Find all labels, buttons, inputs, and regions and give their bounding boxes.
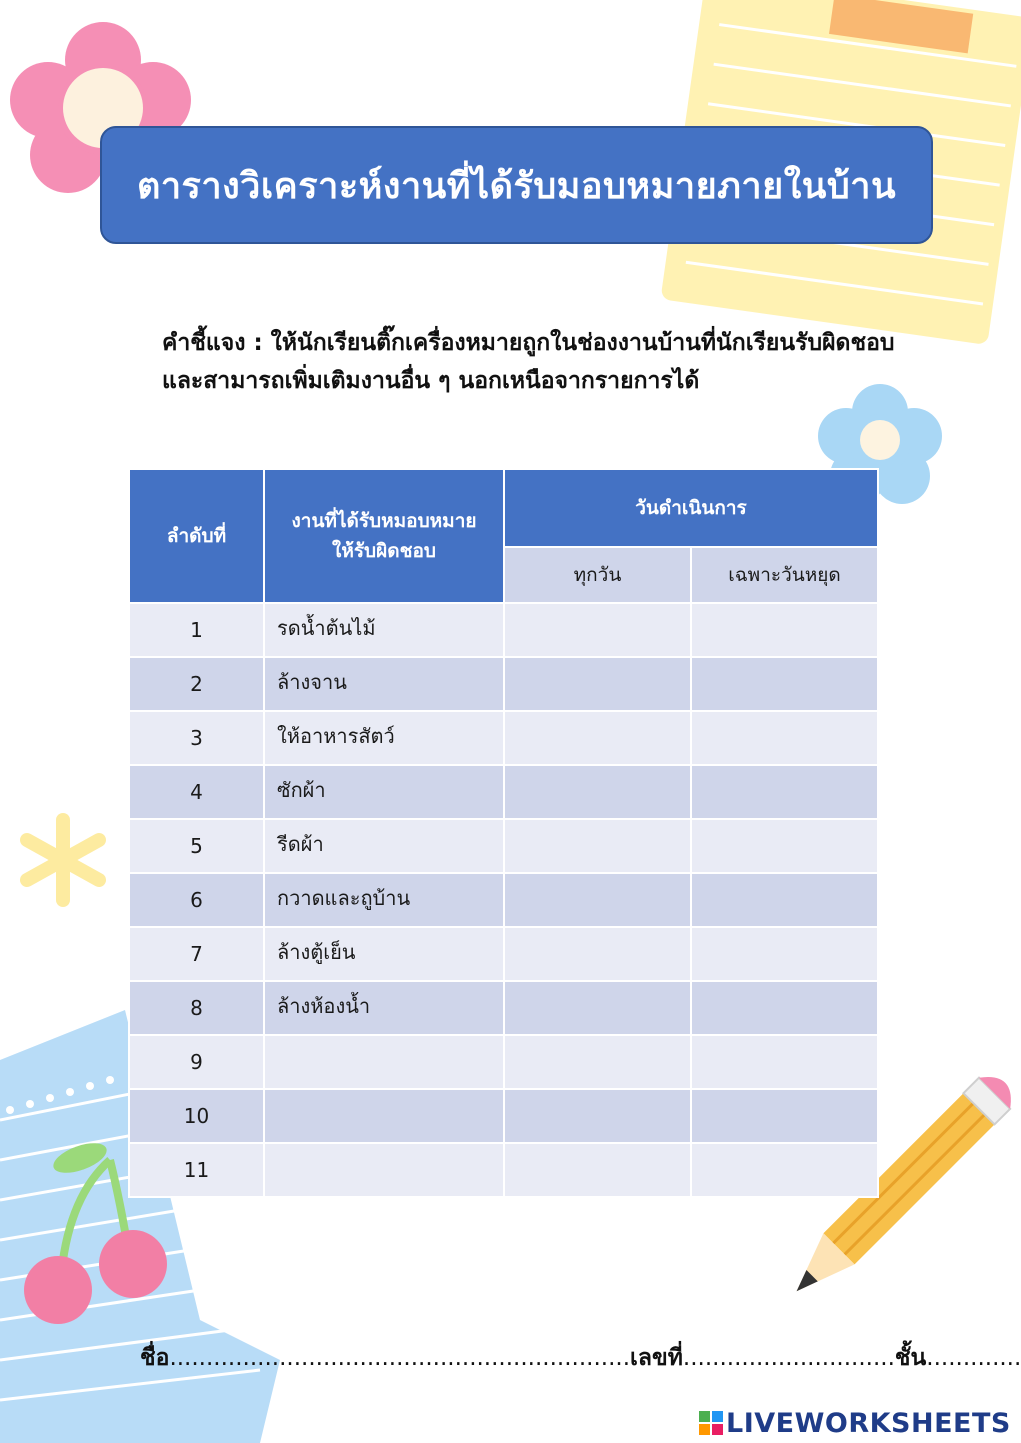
yellow-asterisk-icon — [15, 812, 111, 908]
checkbox-every-day[interactable] — [504, 873, 691, 927]
checkbox-holiday-only[interactable] — [691, 927, 878, 981]
row-number: 11 — [129, 1143, 264, 1197]
brand-text: LIVEWORKSHEETS — [726, 1407, 1011, 1439]
header-task-line-1: งานที่ได้รับหมอบหมาย — [291, 510, 477, 532]
instructions-line-1: คำชี้แจง : ให้นักเรียนติ๊กเครื่องหมายถูกในช่องงานบ้านที่นักเรียนรับผิดชอบ — [162, 330, 895, 356]
name-label: ชื่อ — [140, 1345, 170, 1371]
header-task — [264, 469, 504, 603]
table-row — [129, 1143, 878, 1197]
row-number: 7 — [129, 927, 264, 981]
header-schedule: วันดำเนินการ — [504, 469, 878, 547]
checkbox-holiday-only[interactable] — [691, 657, 878, 711]
checkbox-holiday-only[interactable] — [691, 1089, 878, 1143]
checkbox-every-day[interactable] — [504, 927, 691, 981]
row-number: 2 — [129, 657, 264, 711]
row-number: 9 — [129, 1035, 264, 1089]
table-row — [129, 657, 878, 711]
row-task-input[interactable] — [264, 1035, 504, 1089]
brand-logo — [698, 1408, 1011, 1438]
table-row — [129, 873, 878, 927]
checkbox-holiday-only[interactable] — [691, 711, 878, 765]
row-number: 8 — [129, 981, 264, 1035]
row-task: ล้างจาน — [264, 657, 504, 711]
header-task-line-2: ให้รับผิดชอบ — [332, 540, 436, 562]
task-table — [128, 468, 879, 1198]
name-field[interactable]: ............................................................... — [169, 1345, 631, 1371]
title-banner — [100, 126, 933, 244]
row-task: ซักผ้า — [264, 765, 504, 819]
row-task: ล้างห้องน้ำ — [264, 981, 504, 1035]
checkbox-holiday-only[interactable] — [691, 819, 878, 873]
number-field[interactable]: ............................. — [682, 1345, 895, 1371]
checkbox-holiday-only[interactable] — [691, 1143, 878, 1197]
checkbox-holiday-only[interactable] — [691, 1035, 878, 1089]
checkbox-every-day[interactable] — [504, 711, 691, 765]
student-info-line — [140, 1340, 1021, 1376]
checkbox-every-day[interactable] — [504, 981, 691, 1035]
row-number: 4 — [129, 765, 264, 819]
table-row — [129, 711, 878, 765]
row-task-input[interactable] — [264, 1143, 504, 1197]
checkbox-every-day[interactable] — [504, 657, 691, 711]
instructions — [162, 324, 942, 400]
checkbox-holiday-only[interactable] — [691, 603, 878, 657]
header-holiday-only: เฉพาะวันหยุด — [691, 547, 878, 603]
checkbox-every-day[interactable] — [504, 819, 691, 873]
row-task: รีดผ้า — [264, 819, 504, 873]
row-task: กวาดและถูบ้าน — [264, 873, 504, 927]
row-task-input[interactable] — [264, 1089, 504, 1143]
table-row — [129, 927, 878, 981]
page-title: ตารางวิเคราะห์งานที่ได้รับมอบหมายภายในบ้าน — [136, 165, 897, 207]
table-row — [129, 1089, 878, 1143]
class-label: ชั้น — [894, 1345, 927, 1371]
header-number: ลำดับที่ — [129, 469, 264, 603]
number-label: เลขที่ — [630, 1345, 683, 1371]
row-task: รดน้ำต้นไม้ — [264, 603, 504, 657]
class-field[interactable]: ............. — [926, 1345, 1021, 1371]
row-task: ล้างตู้เย็น — [264, 927, 504, 981]
header-every-day: ทุกวัน — [504, 547, 691, 603]
row-number: 10 — [129, 1089, 264, 1143]
checkbox-every-day[interactable] — [504, 765, 691, 819]
table-row — [129, 981, 878, 1035]
row-number: 6 — [129, 873, 264, 927]
row-number: 5 — [129, 819, 264, 873]
checkbox-every-day[interactable] — [504, 1089, 691, 1143]
table-row — [129, 1035, 878, 1089]
checkbox-holiday-only[interactable] — [691, 981, 878, 1035]
instructions-line-2: และสามารถเพิ่มเติมงานอื่น ๆ นอกเหนือจากรายการได้ — [162, 368, 700, 394]
row-number: 3 — [129, 711, 264, 765]
checkbox-every-day[interactable] — [504, 603, 691, 657]
table-row — [129, 765, 878, 819]
checkbox-holiday-only[interactable] — [691, 873, 878, 927]
table-row — [129, 603, 878, 657]
liveworksheets-logo-icon — [698, 1410, 724, 1436]
row-number: 1 — [129, 603, 264, 657]
table-row — [129, 819, 878, 873]
checkbox-holiday-only[interactable] — [691, 765, 878, 819]
row-task: ให้อาหารสัตว์ — [264, 711, 504, 765]
checkbox-every-day[interactable] — [504, 1143, 691, 1197]
checkbox-every-day[interactable] — [504, 1035, 691, 1089]
